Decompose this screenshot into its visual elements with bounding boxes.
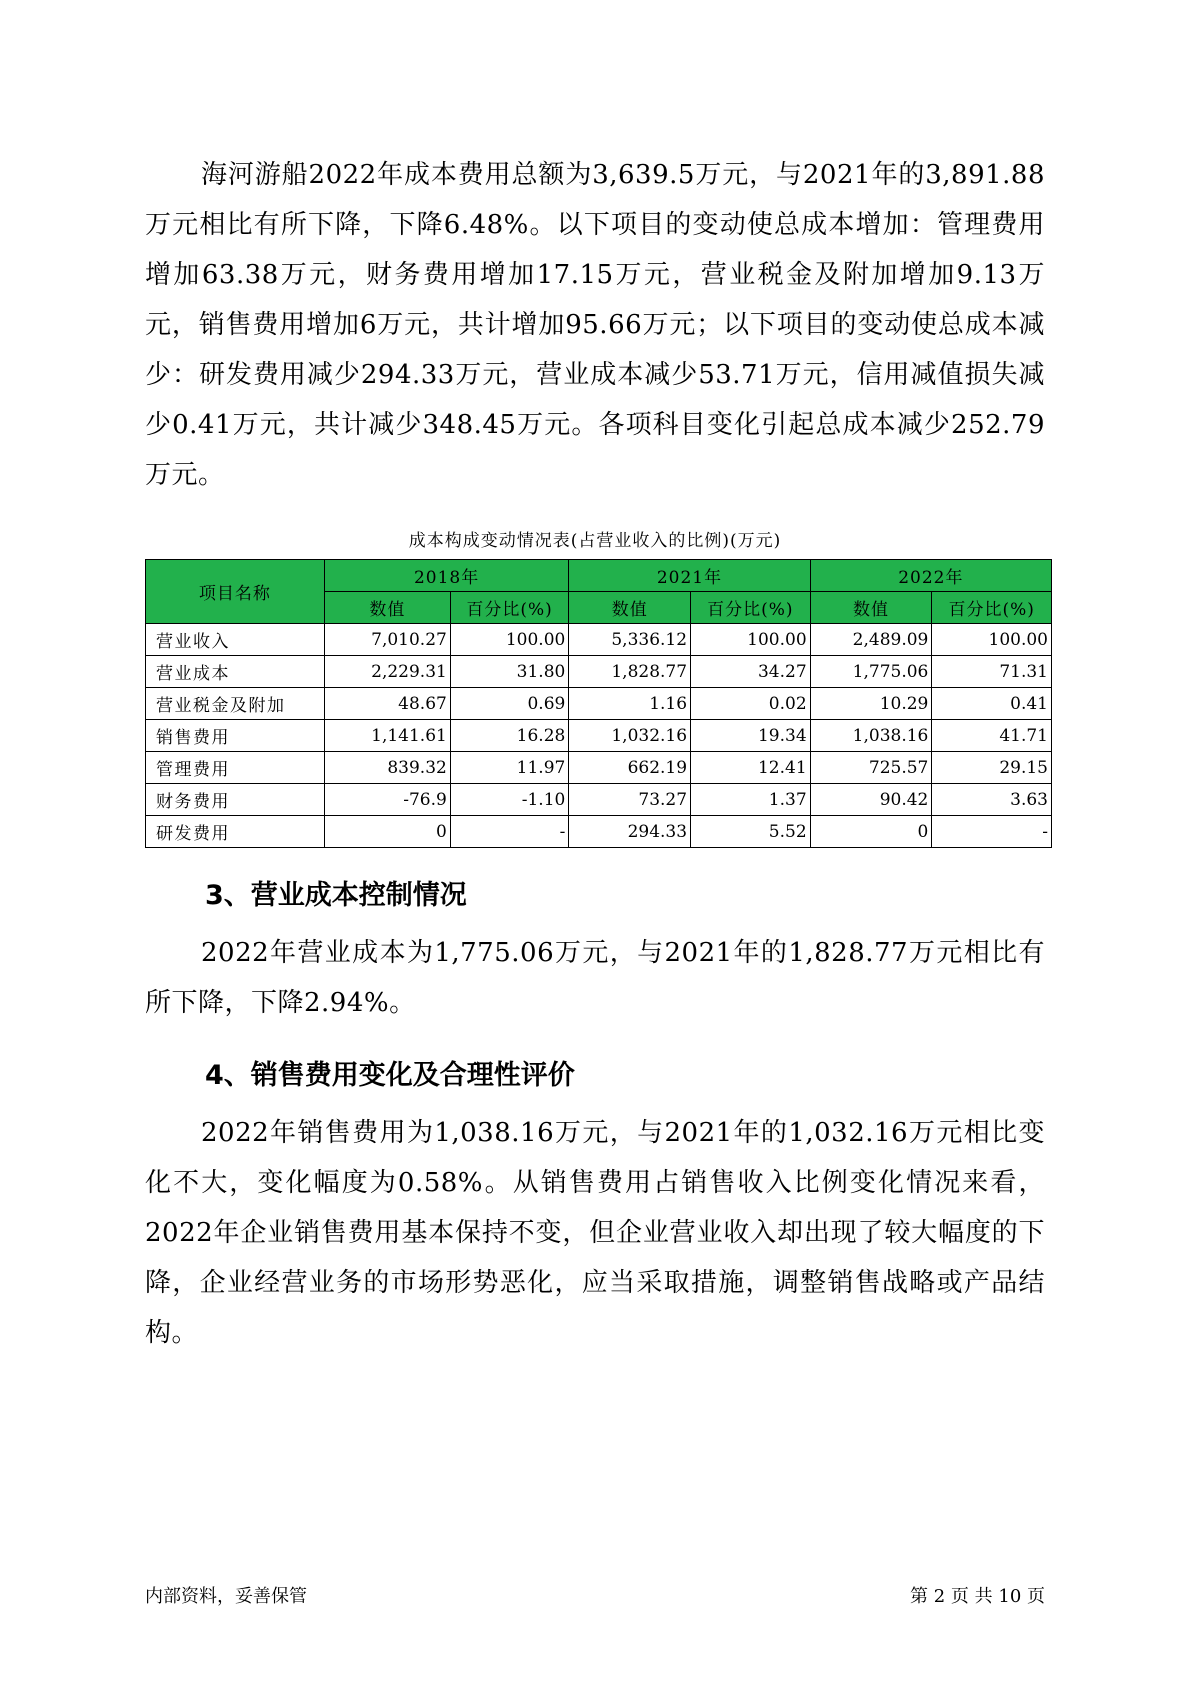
percent-cell: 11.97	[450, 752, 569, 784]
value-cell: 73.27	[569, 784, 691, 816]
value-cell: 725.57	[810, 752, 932, 784]
row-item-name: 营业成本	[146, 656, 325, 688]
percent-cell: 34.27	[691, 656, 811, 688]
row-item-name: 营业税金及附加	[146, 688, 325, 720]
value-cell: 662.19	[569, 752, 691, 784]
value-cell: 1,141.61	[324, 720, 450, 752]
section-4-heading: 4、销售费用变化及合理性评价	[205, 1060, 575, 1091]
percent-cell: 5.52	[691, 816, 811, 848]
section-4-paragraph: 2022年销售费用为1,038.16万元，与2021年的1,032.16万元相比变化不大，变化幅度为0.58%。从销售费用占销售收入比例变化情况来看，2022年企业销售费用基本保持不变，但企业营业收入却出现了较大幅度的下降，企业经营业务的市场形势恶化，应当采取措施，调整销售战略或产品结构。	[145, 1118, 1045, 1348]
value-cell: 7,010.27	[324, 624, 450, 656]
value-cell: 1,038.16	[810, 720, 932, 752]
value-cell: 10.29	[810, 688, 932, 720]
percent-cell: 71.31	[932, 656, 1052, 688]
cost-structure-table	[145, 559, 1052, 848]
percent-cell: 0.02	[691, 688, 811, 720]
table-body	[146, 624, 1052, 848]
row-item-name: 财务费用	[146, 784, 325, 816]
intro-paragraph: 海河游船2022年成本费用总额为3,639.5万元，与2021年的3,891.88万元相比有所下降，下降6.48%。以下项目的变动使总成本增加：管理费用增加63.38万元，财务费用增加17.15万元，营业税金及附加增加9.13万元，销售费用增加6万元，共计增加95.66万元；以下项目的变动使总成本减少：研发费用减少294.33万元，营业成本减少53.71万元，信用减值损失减少0.41万元，共计减少348.45万元。各项科目变化引起总成本减少252.79万元。	[145, 160, 1045, 490]
row-item-name: 营业收入	[146, 624, 325, 656]
percent-cell: 1.37	[691, 784, 811, 816]
item-name-header: 项目名称	[146, 560, 325, 624]
value-cell: 0	[324, 816, 450, 848]
value-cell: 294.33	[569, 816, 691, 848]
value-cell: 90.42	[810, 784, 932, 816]
value-cell: 2,489.09	[810, 624, 932, 656]
percent-cell: 29.15	[932, 752, 1052, 784]
footer-page-number: 第 2 页 共 10 页	[910, 1586, 1045, 1607]
table-caption: 成本构成变动情况表(占营业收入的比例)(万元)	[408, 531, 782, 551]
row-item-name: 管理费用	[146, 752, 325, 784]
percent-cell: 31.80	[450, 656, 569, 688]
percent-cell: 100.00	[450, 624, 569, 656]
table-row	[146, 752, 1052, 784]
value-cell: 1.16	[569, 688, 691, 720]
section-3-heading: 3、营业成本控制情况	[205, 880, 467, 911]
percent-header: 百分比(%)	[932, 592, 1052, 624]
percent-cell: 0.41	[932, 688, 1052, 720]
value-cell: 839.32	[324, 752, 450, 784]
value-cell: 2,229.31	[324, 656, 450, 688]
percent-cell: 100.00	[932, 624, 1052, 656]
row-item-name: 研发费用	[146, 816, 325, 848]
percent-cell: 0.69	[450, 688, 569, 720]
percent-header: 百分比(%)	[691, 592, 811, 624]
value-cell: -76.9	[324, 784, 450, 816]
percent-cell: 41.71	[932, 720, 1052, 752]
value-cell: 1,032.16	[569, 720, 691, 752]
table-row	[146, 816, 1052, 848]
percent-cell: -	[932, 816, 1052, 848]
year-header-2022: 2022年	[810, 560, 1051, 592]
footer-confidential-note: 内部资料，妥善保管	[145, 1586, 307, 1607]
value-cell: 1,775.06	[810, 656, 932, 688]
page-content	[145, 150, 1048, 1358]
table-row	[146, 720, 1052, 752]
percent-header: 百分比(%)	[450, 592, 569, 624]
percent-cell: 19.34	[691, 720, 811, 752]
percent-cell: -1.10	[450, 784, 569, 816]
row-item-name: 销售费用	[146, 720, 325, 752]
value-cell: 5,336.12	[569, 624, 691, 656]
percent-cell: 100.00	[691, 624, 811, 656]
value-cell: 1,828.77	[569, 656, 691, 688]
table-row	[146, 688, 1052, 720]
table-row	[146, 784, 1052, 816]
percent-cell: 3.63	[932, 784, 1052, 816]
year-header-2018: 2018年	[324, 560, 569, 592]
value-cell: 0	[810, 816, 932, 848]
percent-cell: -	[450, 816, 569, 848]
year-header-2021: 2021年	[569, 560, 810, 592]
value-header: 数值	[810, 592, 932, 624]
percent-cell: 12.41	[691, 752, 811, 784]
section-3-paragraph: 2022年营业成本为1,775.06万元，与2021年的1,828.77万元相比有所下降，下降2.94%。	[145, 938, 1045, 1018]
value-header: 数值	[569, 592, 691, 624]
table-row	[146, 656, 1052, 688]
percent-cell: 16.28	[450, 720, 569, 752]
table-row	[146, 624, 1052, 656]
value-header: 数值	[324, 592, 450, 624]
value-cell: 48.67	[324, 688, 450, 720]
